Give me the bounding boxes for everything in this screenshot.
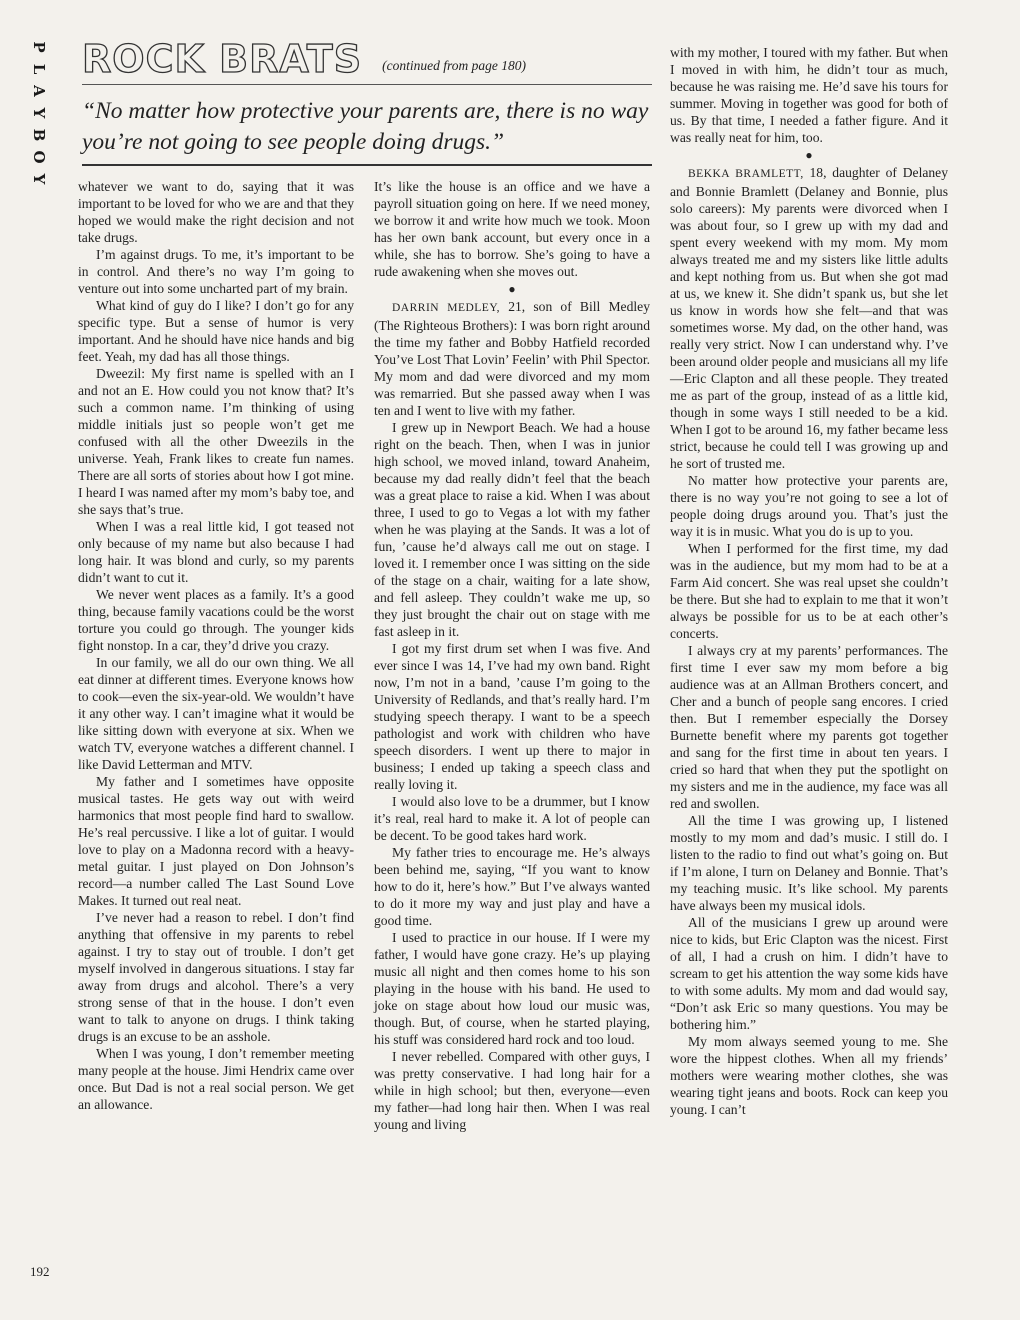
- logo-letter: P: [30, 41, 48, 53]
- page-number: 192: [30, 1264, 50, 1279]
- paragraph: All of the musicians I grew up around were nice to kids, but Eric Clapton was the nicest. First of all, I had a crush on him. I didn’t have to scream to get his attention the way some kids have to with some adults. My mom and dad would say, “Don’t ask Eric so many questions. You may be bothering him.”: [670, 915, 948, 1032]
- paragraph: What kind of guy do I like? I don’t go for any specific type. But a sense of humor is very important. And he should have nice hands and big feet. Yeah, my dad has all those things.: [78, 298, 354, 364]
- paragraph: My father and I sometimes have opposite musical tastes. He gets way out with weird harmonics that most people find hard to swallow. He’s real percussive. I like a lot of guitar. I would love to play on a Madonna record with a heavy-metal guitar. I just played on Don Johnson’s record—a number called The Last Sound Love Makes. It turned out real neat.: [78, 774, 354, 908]
- paragraph: I used to practice in our house. If I were my father, I would have gone crazy. He’s up playing music all night and then comes home to his son playing in the house with his band. He used to joke on stage about how loud our music was, though. But, of course, when he started playing, his stuff was considered hard rock and too loud.: [374, 930, 650, 1047]
- paragraph: I always cry at my parents’ performances. The first time I ever saw my mom before a big audience was at an Allman Brothers concert, and Cher and a bunch of people sang encores. I cried then. But I remember especially the Dorsey Burnette benefit where my parents got together and sang for the first time in about ten years. I cried so hard that when they put the spotlight on my sisters and me in the audience, my face was all red and swollen.: [670, 643, 948, 811]
- intro-text: 18, daughter of Delaney and Bonnie Bramlett (Delaney and Bonnie, plus solo careers): My parents were divorced when I was about four, so I grew up with my dad and spent every weekend with my mom. My mom always treated me and my sisters like little adults and kept nothing from us. But when she got mad at us, we knew it. She didn’t spank us, but she let us know in words how she felt—and that was sometimes worse. My dad, on the other hand, was really very strict. Now I can understand why. I’ve been around older people and musicians all my life—Eric Clapton and all these people. They treated me as part of the group, instead of as a little kid, though in some ways I still needed to be a kid. When I got to be around 16, my father became less strict, because he could tell I was growing up and he sort of trusted me.: [670, 165, 949, 471]
- paragraph: My father tries to encourage me. He’s always been behind me, saying, “If you want to know how to do it, here’s how.” But I’ve always wanted to do it more my way and just play and have a good time.: [374, 845, 650, 928]
- logo-letter: B: [30, 128, 48, 142]
- interviewee-name: BEKKA BRAMLETT,: [688, 168, 804, 180]
- interviewee-name: DARRIN MEDLEY,: [392, 302, 501, 314]
- title-divider: [82, 84, 652, 85]
- paragraph: with my mother, I toured with my father. But when I moved in with him, he didn’t tour as much, because he was raising me. He’d save his tours for summer. Moving in together was good for both of us. By that time, I needed a father figure. And it was really neat for him, too.: [670, 45, 948, 145]
- paragraph: Dweezil: My first name is spelled with an I and not an E. How could you not know that? It’s such a common name. I’m thinking of using middle initials just so people won’t get me confused with all the other Dweezils in the universe. Yeah, Frank likes to create fun names. There are all sorts of stories about how I got mine. I heard I was named after my mom’s baby toe, and she says that’s true.: [78, 366, 354, 517]
- article-title: ROCK BRATS: [82, 37, 363, 81]
- logo-letter: A: [30, 85, 48, 97]
- paragraph: All the time I was growing up, I listened mostly to my mom and dad’s music. I still do. I listen to the radio to find out what’s going on. But if I’m alone, I turn on Delaney and Bonnie. That’s my teaching music. It’s like school. My parents have always been my musical idols.: [670, 813, 948, 913]
- paragraph: My mom always seemed young to me. She wore the hippest clothes. When all my friends’ mothers were wearing mother clothes, she was wearing tight jeans and boots. Rock can keep you young. I can’t: [670, 1034, 948, 1117]
- paragraph: whatever we want to do, saying that it was important to be loved for who we are and that they hoped we would make the right decision and not take drugs.: [78, 179, 354, 245]
- text-column-1: [78, 178, 354, 1278]
- interview-intro: [374, 298, 650, 419]
- article-header: [82, 37, 526, 81]
- paragraph: We never went places as a family. It’s a good thing, because family vacations could be the worst torture you could go through. The younger kids fight nonstop. In a car, they’d drive you crazy.: [78, 587, 354, 653]
- paragraph: When I was a real little kid, I got teased not only because of my name but also because I had long hair. It was blond and curly, so my parents didn’t want to cut it.: [78, 519, 354, 585]
- paragraph: It’s like the house is an office and we have a payroll situation going on here. If we need money, we borrow it and write how much we took. Moon has her own bank account, but every once in a while, she has to borrow. She’s going to have a rude awakening when she moves out.: [374, 179, 650, 279]
- interview-intro: [670, 164, 948, 472]
- paragraph: No matter how protective your parents are, there is no way you’re not going to see a lot of people doing drugs around you. That’s just the way it is in music. What you do is up to you.: [670, 473, 948, 539]
- intro-text: 21, son of Bill Medley (The Righteous Brothers): I was born right around the time my father and Bobby Hatfield recorded You’ve Lost That Lovin’ Feelin’ with Phil Spector. My mom and dad were divorced and my mom was remarried. But she passed away when I was ten and I went to live with my father.: [374, 299, 650, 418]
- paragraph: I grew up in Newport Beach. We had a house right on the beach. Then, when I was in junior high school, we moved inland, toward Anaheim, because my dad really didn’t feel that the beach was a great place to raise a kid. When I was about three, I used to go to Vegas a lot with my father when he was playing at the Sands. It was a lot of fun, ’cause he’d always call me out on stage. I loved it. I remember once I was sitting on the side of the stage on a chair, waiting for a late show, and fell asleep. They couldn’t wake me up, so they just brought the chair out on stage with me fast asleep in it.: [374, 420, 650, 639]
- paragraph: In our family, we all do our own thing. We all eat dinner at different times. Everyone knows how to cook—even the six-year-old. We wouldn’t have it any other way. I can’t imagine what it would be like sitting down with everyone at six. When we watch TV, everyone watches a different channel. I like David Letterman and MTV.: [78, 655, 354, 772]
- playboy-side-logo: [30, 36, 48, 190]
- section-bullet: ●: [805, 148, 813, 162]
- logo-letter: L: [30, 63, 48, 75]
- text-column-3: [670, 44, 948, 1280]
- paragraph: When I performed for the first time, my dad was in the audience, but my mom had to be at a Farm Aid concert. She was real upset she couldn’t be there. But she had to explain to me that it won’t always be possible for us to be at each other’s concerts.: [670, 541, 948, 641]
- paragraph: I’ve never had a reason to rebel. I don’t find anything that offensive in my parents to rebel against. I try to stay out of trouble. I don’t get myself involved in dangerous situations. I stay far away from drugs and alcohol. There’s a very strong sense of that in the house. I don’t even want to talk to anyone on drugs. I think taking drugs is an excuse to be an asshole.: [78, 910, 354, 1044]
- logo-letter: Y: [30, 173, 48, 185]
- quote-divider: [82, 164, 652, 166]
- pull-quote: “No matter how protective your parents are, there is no way you’re not going to see people doing drugs.”: [82, 98, 649, 155]
- logo-letter: O: [30, 150, 48, 164]
- paragraph: When I was young, I don’t remember meeting many people at the house. Jimi Hendrix came over once. But Dad is not a real social person. We get an allowance.: [78, 1046, 354, 1112]
- paragraph: I got my first drum set when I was five. And ever since I was 14, I’ve had my own band. Right now, I’m not in a band, ’cause I’m going to the University of Redlands, and that’s really hard. I’m studying speech therapy. I want to be a speech pathologist and work with children who have speech disorders. I went up there to major in business; I ended up taking a speech class and really loving it.: [374, 641, 650, 792]
- paragraph: I’m against drugs. To me, it’s important to be in control. And there’s no way I’m going to venture out into some uncharted part of my brain.: [78, 247, 354, 296]
- paragraph: I would also love to be a drummer, but I know it’s real, real hard to make it. A lot of people can be decent. To be good takes hard work.: [374, 794, 650, 843]
- text-column-2: [374, 178, 650, 1278]
- section-bullet: ●: [508, 282, 516, 296]
- logo-letter: Y: [30, 107, 48, 119]
- paragraph: I never rebelled. Compared with other guys, I was pretty conservative. I had long hair for a while in high school; but then, everyone—even my father—had long hair then. When I was real young and living: [374, 1049, 650, 1132]
- continued-note: (continued from page 180): [382, 58, 526, 73]
